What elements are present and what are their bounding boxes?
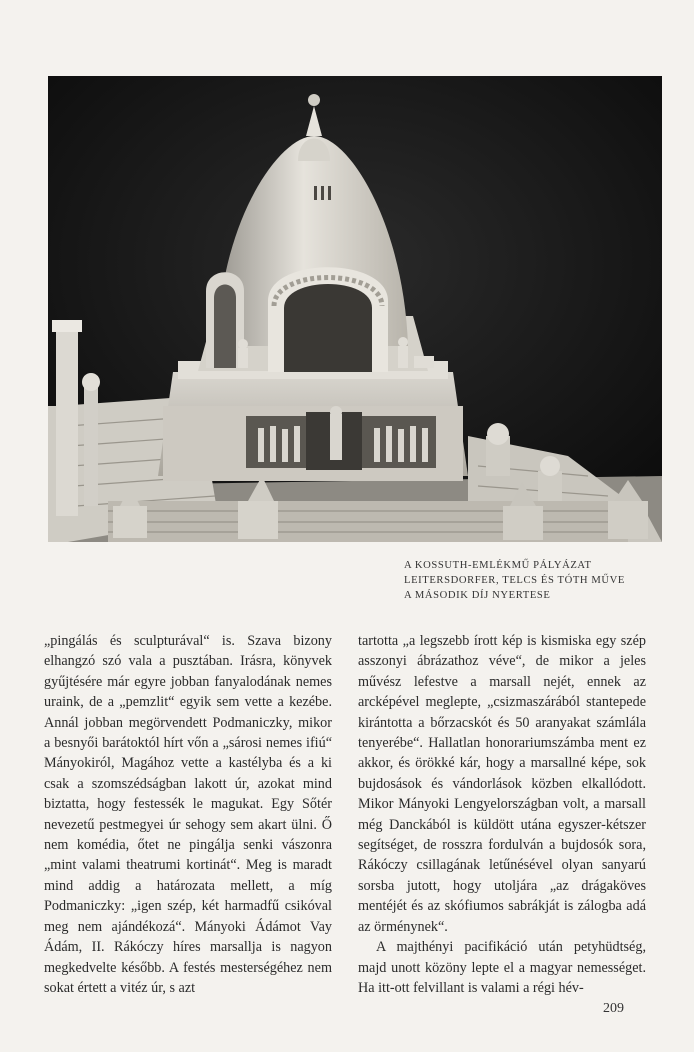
text-column-right (358, 631, 646, 998)
right-paragraph-1: tartotta „a legszebb írott kép is kismiska egy szép asszonyi ábrázathoz véve“, de mikor a jeles művész lefestve a marsall nejét, ennek az arcképével meglepte, „csizmaszárából stantepede kirántotta a bőrzacskót és 50 aranyakat számlála tenyerébe“. Hallatlan honorariumszámba ment ez akkor, és örökké kár, hogy a marsallné képe, sok bujdosások és vándorlások közben elkallódott. Mikor Mányoki Lengyelországban volt, a marsall még Danckából is küldött utána egyszer-kétszer segítséget, de rosszra fordulván a bujdosók sora, Rákóczy csillagának letűnésével olyan sanyarú sorsba jutott, hogy utoljára „az drágaköves mentéjét és az skófiumos sabrákját is zálogba adá az örménynek“. (358, 633, 646, 935)
page-number: 209 (603, 1001, 624, 1016)
right-paragraph-2: A majthényi pacifikáció után petyhüdtség, majd unott közöny lepte el a magyar nemességet. Ha itt-ott felvillant is valami a régi hév- (358, 939, 646, 996)
left-paragraph-1: „pingálás és sculpturával“ is. Szava bizony elhangzó szó vala a pusztában. Irásra, könyvek gyűjtésére már egyre jobban fanyalodának nemes uraink, de a „pemzlit“ egyik sem vette a kezébe. Annál jobban megörvendett Podmaniczky, mikor a besnyői barátoktól hírt vőn a „sárosi nemes ifiú“ Mányokiról, Magához vette a kastélyba és a ki csak a szomszédságban lakott úr, azokat mind biztatta, hogy festessék le magukat. Egy Sőtér nevezetű pestmegyei úr sehogy sem akart ülni. Ő nem komédia, őtet ne pingálja senki vászonra „mint valami theatrumi kortinát“. Meg is maradt mind addig a határozata mellett, a míg Podmaniczky: „igen szép, két harmadfű csikóval meg nem ajándékozá“. Mányoki Ádámot Vay Ádám, II. Rákóczy híres marsallja is nagyon megkedvelte később. A festés mesterségéhez nem sokat értett a vitéz úr, s azt (44, 633, 332, 996)
caption-line-2: LEITERSDORFER, TELCS ÉS TÓTH MŰVE (404, 574, 625, 586)
monument-photo (48, 76, 662, 542)
text-column-left (44, 631, 332, 998)
caption-line-1: A KOSSUTH-EMLÉKMŰ PÁLYÁZAT (404, 560, 592, 571)
caption-line-3: A MÁSODIK DÍJ NYERTESE (404, 589, 551, 601)
photo-caption (404, 559, 664, 603)
monument-illustration (48, 76, 662, 542)
